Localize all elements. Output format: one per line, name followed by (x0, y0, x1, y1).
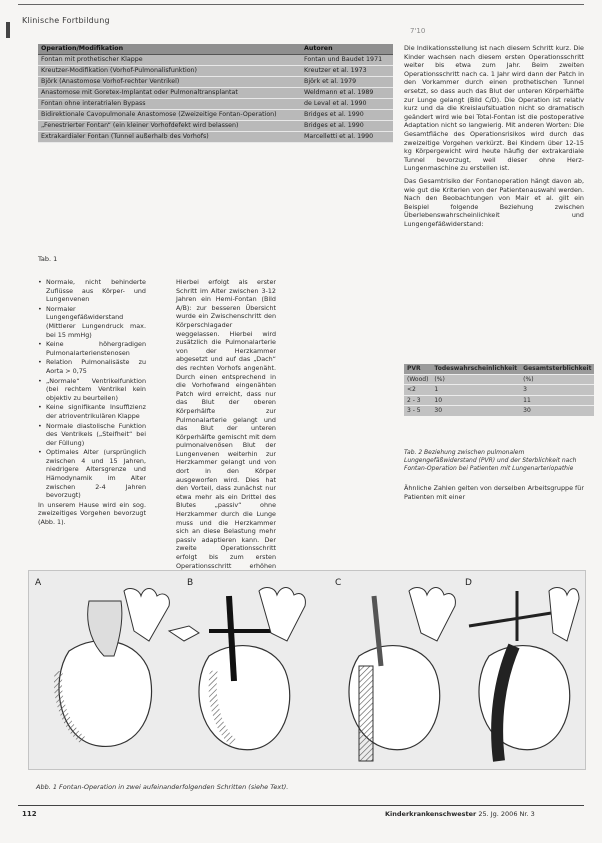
journal-issue: 25. Jg. 2006 Nr. 3 (478, 810, 535, 818)
paragraph: Ähnliche Zahlen gelten von derselben Arbeitsgruppe für Patienten mit einer (404, 484, 584, 501)
panel-label-c: C (335, 578, 342, 588)
table-pvr (404, 364, 594, 416)
heart-diagram-b (187, 578, 305, 750)
table-cell: Bidirektionale Cavopulmonale Anastomose (Zweizeitige Fontan-Operation) (38, 110, 301, 121)
criteria-list (38, 278, 146, 500)
fontan-illustration (29, 571, 585, 769)
column-3-continued (404, 484, 584, 505)
table-cell: Bridges et al. 1990 (301, 121, 393, 132)
panel-label-d: D (465, 578, 472, 588)
table-operations (38, 44, 393, 143)
figure-caption: Abb. 1 Fontan-Operation in zwei aufeinanderfolgenden Schritten (siehe Text). (36, 783, 289, 791)
table-cell: (%) (520, 374, 594, 385)
bottom-rule (18, 805, 584, 806)
section-header: Klinische Fortbildung (22, 16, 110, 25)
table-cell: (Wood) (404, 374, 431, 385)
table-cell: Kreutzer-Modifikation (Vorhof-Pulmonalisfunktion) (38, 66, 301, 77)
table-cell: 30 (431, 406, 520, 416)
table-row (404, 374, 594, 385)
page-mark: 7'10 (410, 27, 426, 35)
margin-marker (6, 22, 10, 38)
table-row (38, 66, 393, 77)
table-header: Todeswahrscheinlichkeit (431, 364, 520, 374)
table2-caption: Tab. 2 Beziehung zwischen pulmonalem Lungengefäßwiderstand (PVR) und der Sterblichkeit nach Fontan-Operation bei Patienten mit Lungenarteriopathie (404, 449, 577, 472)
paragraph: Hierbei erfolgt als erster Schritt im Alter zwischen 3-12 Jahren ein Hemi-Fontan (Bild A/B): zur besseren Übersicht wurde ein Zwischenschritt den Körperschlagader weggelassen. Hierbei wird zusätzlich die Pulmonalarterie von der Herzkammer abgesetzt und auf das „Dach“ des rechten Vorhofs angenäht. Durch einen entsprechend in die Vorhofwand eingenähten Patch wird erreicht, dass nur das Blut der oberen Körperhälfte zur Pulmonalarterie gelangt und das Blut der unteren Körperhälfte gemischt mit dem pulmonalvenösen Blut der Lungenvenen weiterhin zur Herzkammer gelangt und von dort in den Körper ausgeworfen wird. Dies hat den Vorteil, dass zunächst nur etwa mehr als ein Drittel des Blutes „passiv“ ohne Herzkammer durch die Lunge muss und die Herzkammer sich an diese Belastung mehr passiv adaptieren kann. Der zweite Operationsschritt erfolgt bis zum ersten Operationsschritt erhöhen (176, 278, 276, 570)
page-number: 112 (22, 810, 37, 818)
column-2 (176, 278, 276, 583)
table-cell: Marcelletti et al. 1990 (301, 132, 393, 143)
list-item: • Normaler Lungengefäßwiderstand (Mittlerer Lungendruck max. bei 15 mmHg) (46, 305, 146, 339)
column-3 (404, 44, 584, 232)
panel-label-b: B (187, 578, 194, 588)
table-row (38, 55, 393, 66)
list-item: • „Normale“ Ventrikelfunktion (bei rechtem Ventrikel kein objektiv zu beurteilen) (46, 377, 146, 403)
list-item: • Normale, nicht behinderte Zuflüsse aus Körper- und Lungenvenen (46, 278, 146, 304)
figure-fontan-steps (28, 570, 586, 770)
table-cell: 1 (431, 385, 520, 396)
paragraph: Die Indikationsstellung ist nach diesem Schritt kurz. Die Kinder wachsen nach diesem ersten Operationsschritt weiter bis etwa zum Jahr. Beim zweiten Operationsschritt nach ca. 1 Jahr wird dann der Patch in den Vorkammer durch einen prothetischen Tunnel ersetzt, so dass auch das Blut der unteren Körperhälfte zur Lunge gelangt (Bild C/D). Die Operation ist relativ kurz und da die Kreislaufsituation nicht so dramatisch geändert wird wie bei Total-Fontan ist die postoperative Adaptation nicht so langwierig. Mit anderen Worten: Die Gesamtfläche des Operationsrisikos wird durch das zweizeitige Vorgehen verkürzt. Bei Kindern über 12-15 kg Körpergewicht wird heute häufig der extrakardiale Tunnel bevorzugt, weil dieser ohne Herz-Lungenmaschine zu erstellen ist. (404, 44, 584, 173)
table-header-authors: Autoren (301, 44, 393, 55)
column-1 (38, 278, 146, 531)
footer-journal (385, 810, 535, 818)
table-cell: Weldmann et al. 1989 (301, 88, 393, 99)
table-row (38, 121, 393, 132)
journal-name: Kinderkrankenschwester (385, 810, 477, 818)
list-item: • Optimales Alter (ursprünglich zwischen 4 und 15 Jahren, niedrigere Altersgrenze und Hämodynamik im Alter zwischen 2-4 Jahren bevorzugt) (46, 448, 146, 500)
table-row (38, 88, 393, 99)
table-row (404, 385, 594, 396)
table-cell: Kreutzer et al. 1973 (301, 66, 393, 77)
table-header: PVR (404, 364, 431, 374)
table-header-operation: Operation/Modifikation (38, 44, 301, 55)
table-cell: Fontan mit prothetischer Klappe (38, 55, 301, 66)
panel-label-a: A (35, 578, 42, 588)
table-cell: Fontan ohne interatrialen Bypass (38, 99, 301, 110)
table-cell: 10 (431, 395, 520, 406)
table-cell: 11 (520, 395, 594, 406)
table-row (38, 132, 393, 143)
table-row (38, 99, 393, 110)
table-cell: 3 (520, 385, 594, 396)
table-cell: Anastomose mit Goretex-Implantat oder Pulmonaltransplantat (38, 88, 301, 99)
table-cell: „Fenestrierter Fontan“ (ein kleiner Vorhofdefekt wird belassen) (38, 121, 301, 132)
table-header: Gesamtsterblichkeit (520, 364, 594, 374)
table-row (38, 77, 393, 88)
table-cell: de Leval et al. 1990 (301, 99, 393, 110)
table-cell: 3 - 5 (404, 406, 431, 416)
table-cell: 30 (520, 406, 594, 416)
table-cell: Bridges et al. 1990 (301, 110, 393, 121)
list-item: • Normale diastolische Funktion des Ventrikels („Steifheit“ bei der Füllung) (46, 422, 146, 448)
paragraph: Das Gesamtrisiko der Fontanoperation hängt davon ab, wie gut die Kriterien von der Patientenauswahl werden. Nach den Beobachtungen von Mair et al. gilt ein Beispiel folgende Beziehung zwischen Überlebenswahrscheinlichkeit und Lungengefäßwiderstand: (404, 176, 584, 228)
table-cell: Extrakardialer Fontan (Tunnel außerhalb des Vorhofs) (38, 132, 301, 143)
table-cell: <2 (404, 385, 431, 396)
list-item: • Keine signifikante Insuffizienz der atrioventrikulären Klappe (46, 403, 146, 420)
heart-diagram-c (335, 578, 455, 761)
table-row (404, 406, 594, 416)
heart-diagram-a (35, 578, 199, 746)
paragraph: In unserem Hause wird ein sog. zweizeitiges Vorgehen bevorzugt (Abb. 1). (38, 500, 146, 527)
table-row (404, 395, 594, 406)
table-cell: Björk (Anastomose Vorhof-rechter Ventrikel) (38, 77, 301, 88)
table-cell: (%) (431, 374, 520, 385)
list-item: • Relation Pulmonalisäste zu Aorta > 0,75 (46, 358, 146, 375)
table1-caption: Tab. 1 (38, 255, 58, 263)
table-cell: Fontan und Baudet 1971 (301, 55, 393, 66)
list-item: • Keine höhergradigen Pulmonalarterienstenosen (46, 340, 146, 357)
heart-diagram-d (465, 578, 579, 761)
table-cell: Björk et al. 1979 (301, 77, 393, 88)
table-cell: 2 - 3 (404, 395, 431, 406)
top-rule (18, 4, 584, 5)
table-row (38, 110, 393, 121)
